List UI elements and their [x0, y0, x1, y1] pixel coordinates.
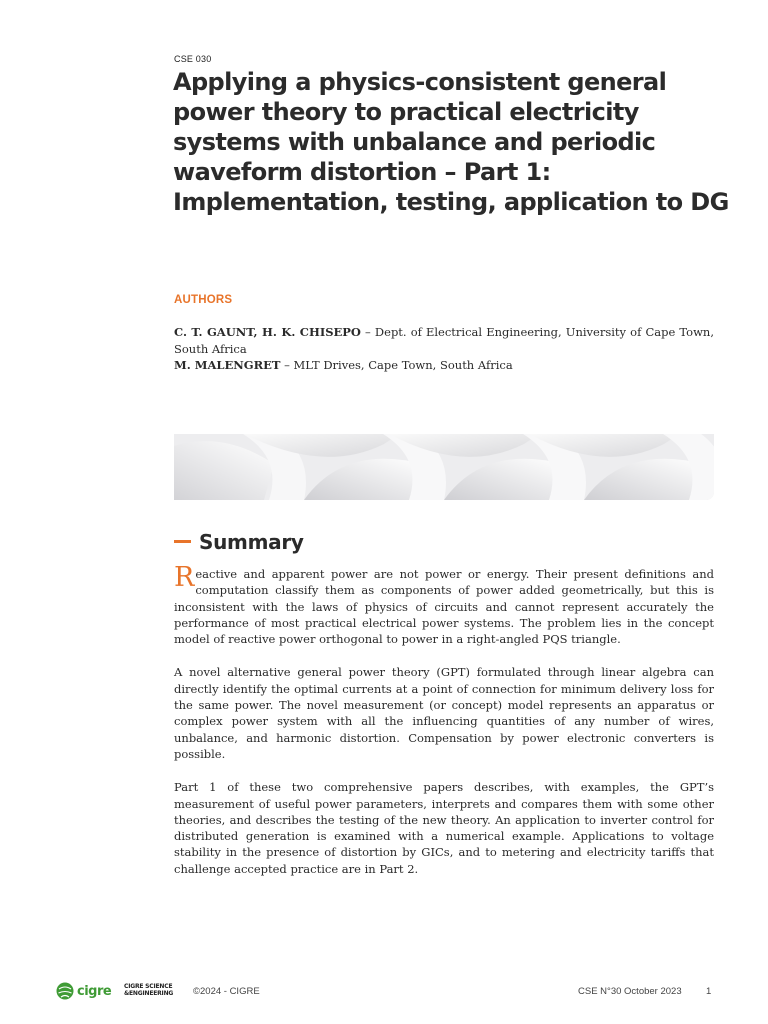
summary-body: [174, 562, 714, 894]
issue-label: CSE N°30 October 2023: [578, 986, 682, 997]
paper-code: CSE 030: [174, 54, 212, 64]
copyright-text: ©2024 - CIGRE: [193, 986, 260, 997]
cigre-logo-word: cigre: [77, 983, 112, 999]
author-names: M. MALENGRET: [174, 358, 281, 372]
author-affiliation: – Dept. of Electrical Engineering, University of Cape Town, South Africa: [174, 325, 714, 356]
page-footer: [0, 978, 768, 1006]
summary-paragraph-text: eactive and apparent power are not power or energy. Their present definitions and computation classify them as components of power added geometrically, but this is inconsistent with the laws of physics of circuits and cannot represent accurately the performance of most practical electrical power systems. The problem lies in the concept model of reactive power orthogonal to power in a right-angled PQS triangle.: [174, 567, 714, 647]
author-entry: [174, 324, 714, 357]
summary-paragraph: [174, 562, 714, 647]
authors-block: [174, 324, 714, 374]
author-entry: [174, 357, 714, 374]
authors-label: AUTHORS: [174, 294, 233, 306]
heading-accent-dash: [174, 540, 191, 543]
author-names: C. T. GAUNT, H. K. CHISEPO: [174, 325, 361, 339]
summary-heading-text: Summary: [199, 530, 304, 554]
cse-logo-line: &ENGINEERING: [124, 989, 174, 997]
drop-cap: R: [174, 562, 195, 593]
paper-title: Applying a physics-consistent general power theory to practical electricity systems with unbalance and periodic waveform distortion – Part 1: Implementation, testing, application to DG: [173, 68, 729, 216]
cse-logo-line: CIGRE SCIENCE: [124, 983, 173, 990]
cigre-logo: [55, 980, 111, 1002]
page-number: 1: [706, 986, 712, 997]
decorative-banner-image: [174, 434, 714, 500]
cse-logo: [124, 984, 173, 997]
summary-paragraph: Part 1 of these two comprehensive papers describes, with examples, the GPT’s measurement of useful power parameters, interprets and compares them with some other theories, and describes the testing of the new theory. An application to inverter control for distributed generation is examined with a numerical example. Applications to voltage stability in the presence of distortion by GICs, and to metering and electricity tariffs that challenge accepted practice are in Part 2.: [174, 780, 714, 876]
cigre-globe-icon: [55, 981, 75, 1001]
summary-paragraph: A novel alternative general power theory (GPT) formulated through linear algebra can directly identify the optimal currents at a point of connection for minimum delivery loss for the same power. The novel measurement (or concept) model represents an apparatus or complex power system with all the influencing quantities of any number of wires, unbalance, and harmonic distortion. Compensation by power electronic converters is possible.: [174, 665, 714, 761]
author-affiliation: – MLT Drives, Cape Town, South Africa: [280, 358, 513, 372]
summary-heading: [174, 530, 304, 554]
